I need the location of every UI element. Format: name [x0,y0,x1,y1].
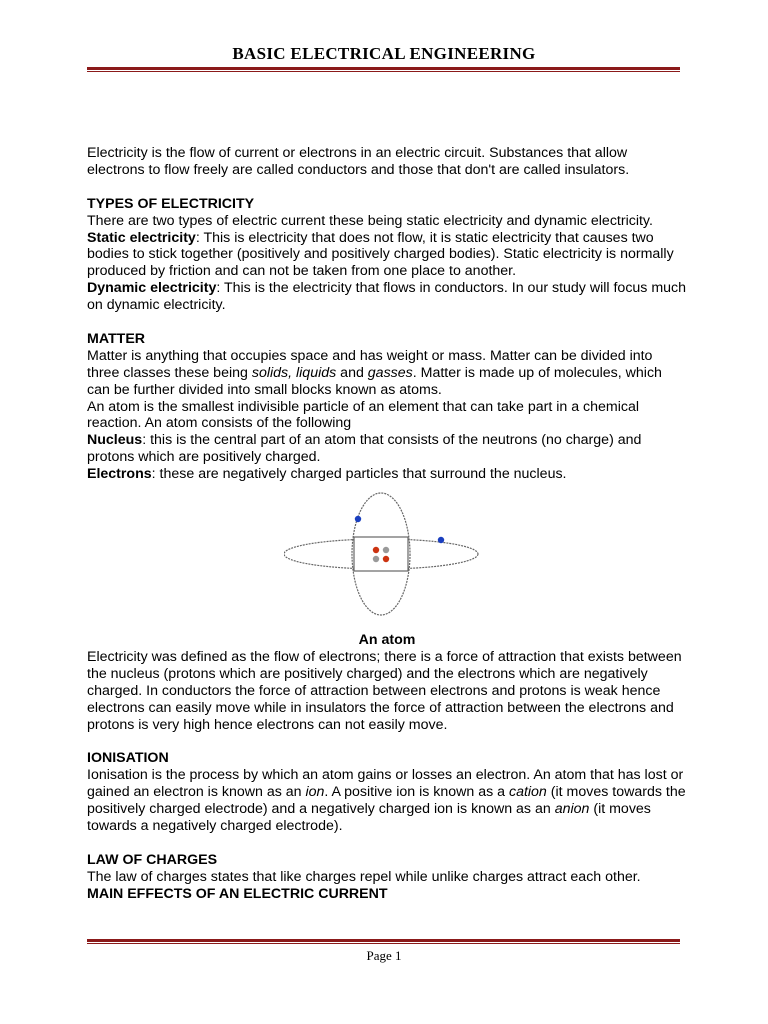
static-paragraph [87,230,687,281]
neutron-icon [373,556,379,562]
law-heading: LAW OF CHARGES [87,851,218,868]
figure-caption: An atom [358,632,416,649]
attraction-paragraph: Electricity was defined as the flow of electrons; there is a force of attraction that exists between the nucleus (protons which are positively charged) and the electrons which are negatively charged. In conductors the force of attraction between electrons and protons is weak hence electrons can easily move while in insulators the force of attraction between the electrons and protons is very high hence electrons can not easily move. [87,649,682,733]
electrons-label: Electrons [87,466,152,483]
nucleus-label: Nucleus [87,432,143,449]
dynamic-text: : This is the electricity that flows in conductors. In our study will focus much on dynamic electricity. [87,280,687,314]
electrons-text: : these are negatively charged particles that surround the nucleus. [151,466,567,483]
atom-figure [87,491,687,632]
page-number: Page 1 [366,948,402,963]
electron-icon [438,537,444,543]
matter-text-1: Matter is anything that occupies space and has weight or mass. Matter can be divided into three classes these being [87,347,653,381]
static-label: Static electricity [87,229,196,246]
matter-solids: solids, liquids [251,364,337,381]
types-heading: TYPES OF ELECTRICITY [87,195,255,212]
dynamic-paragraph [87,280,687,314]
nucleus-paragraph [87,432,687,466]
law-paragraph: The law of charges states that like charges repel while unlike charges attract each other. [87,868,641,885]
ion-text-3: (it moves towards the positively charged electrode) and a negatively charged ion is known as an [87,784,686,818]
matter-text-2: . Matter is made up of molecules, which can be further divided into small blocks known as atoms. [87,364,662,398]
electron-icon [355,516,361,522]
page-header-title: BASIC ELECTRICAL ENGINEERING [232,44,536,63]
matter-heading: MATTER [87,330,146,347]
nucleus-text: : this is the central part of an atom that consists of the neutrons (no charge) and protons which are positively charged. [87,432,642,466]
proton-icon [383,556,389,562]
ionisation-heading: IONISATION [87,750,169,767]
neutron-icon [383,547,389,553]
types-paragraph: There are two types of electric current these being static electricity and dynamic electricity. [87,212,653,229]
dynamic-label: Dynamic electricity [87,280,217,297]
nucleus-box [354,537,408,571]
electrons-paragraph [87,466,687,483]
document-body [87,145,687,903]
header-rule [87,67,680,72]
matter-and: and [336,364,368,381]
ion-word: ion [305,784,325,801]
footer-rule [87,939,680,944]
ion-text-1: Ionisation is the process by which an atom gains or losses an electron. An atom that has lost or gained an electron is known as an [87,767,684,801]
ion-text-2: . A positive ion is known as a [324,784,509,801]
anion-word: anion [554,801,590,818]
effects-heading: MAIN EFFECTS OF AN ELECTRIC CURRENT [87,885,388,902]
intro-paragraph: Electricity is the flow of current or electrons in an electric circuit. Substances that allow electrons to flow freely are called conductors and those that don't are called insulators. [87,145,630,178]
cation-word: cation [508,784,547,801]
matter-paragraph [87,348,687,399]
atom-diagram [284,491,484,621]
ion-text-4: (it moves towards a negatively charged electrode). [87,801,651,835]
matter-gasses: gasses [367,364,413,381]
static-text: : This is electricity that does not flow, it is static electricity that causes two bodies to stick together (positively and positively charged bodies). Static electricity is normally produced by friction and can not be taken from one place to another. [87,229,674,280]
atom-paragraph: An atom is the smallest indivisible particle of an element that can take part in a chemical reaction. An atom consists of the following [87,398,640,432]
proton-icon [373,547,379,553]
ionisation-paragraph [87,767,687,835]
